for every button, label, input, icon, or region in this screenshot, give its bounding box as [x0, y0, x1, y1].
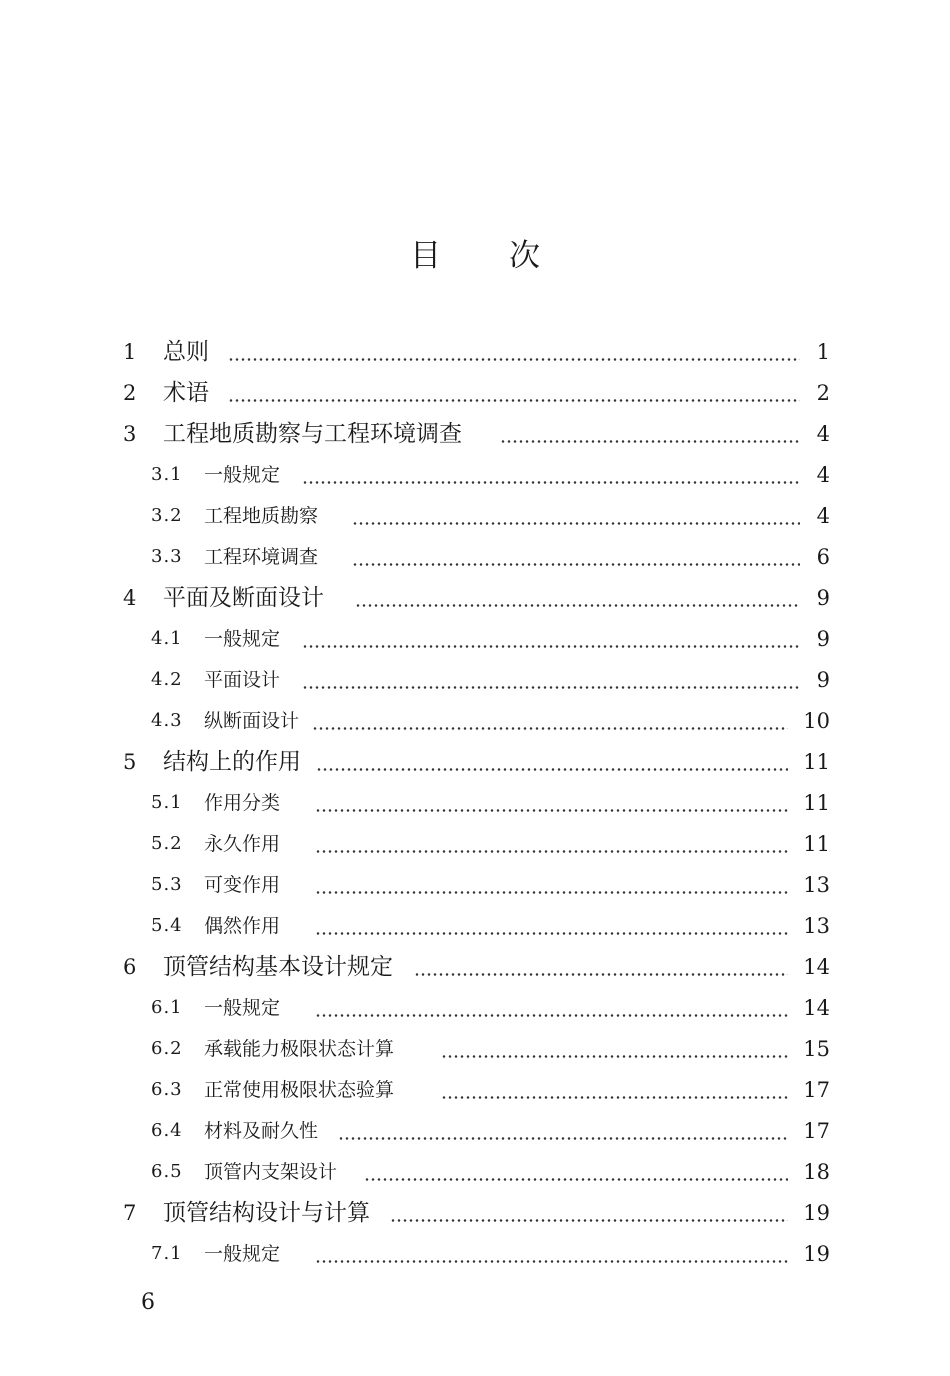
toc-entry-title: 总则	[163, 339, 209, 365]
toc-entry-title: 一般规定	[204, 997, 281, 1019]
toc-entry[interactable]	[0, 620, 950, 658]
leader-dots	[441, 1096, 788, 1099]
toc-entry-title: 一般规定	[204, 628, 281, 650]
toc-entry-number: 6.1	[151, 997, 183, 1018]
toc-entry-title: 工程环境调查	[204, 546, 319, 568]
toc-entry-title: 平面设计	[204, 669, 281, 691]
leader-dots	[302, 686, 800, 689]
toc-entry-title: 顶管结构设计与计算	[163, 1200, 370, 1226]
toc-entry-page: 4	[816, 463, 830, 487]
toc-entry-number: 5	[123, 750, 137, 774]
page-number: 6	[141, 1290, 155, 1315]
toc-entry[interactable]	[0, 1153, 950, 1191]
toc-entry[interactable]	[0, 1071, 950, 1109]
toc-entry-page: 17	[803, 1078, 830, 1102]
toc-entry-number: 3.2	[151, 505, 183, 526]
leader-dots	[316, 768, 788, 771]
toc-entry[interactable]	[0, 1112, 950, 1150]
toc-entry-number: 6.5	[151, 1161, 183, 1182]
toc-entry-number: 4.3	[151, 710, 183, 731]
toc-entry[interactable]	[0, 579, 950, 617]
toc-entry[interactable]	[0, 1030, 950, 1068]
leader-dots	[315, 891, 788, 894]
toc-entry-title: 材料及耐久性	[204, 1120, 319, 1142]
toc-entry-title: 结构上的作用	[163, 749, 301, 775]
toc-entry-page: 4	[816, 504, 830, 528]
toc-entry-page: 11	[803, 791, 830, 815]
toc-entry-page: 13	[803, 914, 830, 938]
leader-dots	[352, 563, 800, 566]
toc-entry-number: 4.2	[151, 669, 183, 690]
leader-dots	[352, 522, 800, 525]
toc-entry[interactable]	[0, 456, 950, 494]
leader-dots	[500, 440, 800, 443]
leader-dots	[315, 1014, 788, 1017]
leader-dots	[338, 1137, 788, 1140]
toc-entry[interactable]	[0, 415, 950, 453]
toc-entry-number: 2	[123, 381, 137, 405]
leader-dots	[355, 604, 800, 607]
toc-entry-number: 4.1	[151, 628, 183, 649]
toc-entry-number: 3.3	[151, 546, 183, 567]
toc-entry[interactable]	[0, 661, 950, 699]
toc-entry-page: 14	[803, 996, 830, 1020]
toc-entry-page: 19	[803, 1201, 830, 1225]
toc-entry-title: 术语	[163, 380, 209, 406]
toc-entry-number: 3.1	[151, 464, 183, 485]
toc-entry-title: 平面及断面设计	[163, 585, 324, 611]
toc-entry[interactable]	[0, 866, 950, 904]
toc-entry-title: 正常使用极限状态验算	[204, 1079, 395, 1101]
leader-dots	[302, 645, 800, 648]
leader-dots	[390, 1219, 788, 1222]
toc-entry-number: 7	[123, 1201, 137, 1225]
toc-entry[interactable]	[0, 948, 950, 986]
toc-entry-page: 9	[816, 668, 830, 692]
leader-dots	[315, 1260, 788, 1263]
toc-entry-number: 3	[123, 422, 137, 446]
toc-entry-title: 作用分类	[204, 792, 281, 814]
toc-entry[interactable]	[0, 743, 950, 781]
toc-entry-title: 顶管结构基本设计规定	[163, 954, 393, 980]
toc-entry-number: 6.3	[151, 1079, 183, 1100]
leader-dots	[414, 973, 788, 976]
toc-entry[interactable]	[0, 1194, 950, 1232]
toc-entry[interactable]	[0, 907, 950, 945]
toc-entry-number: 6.2	[151, 1038, 183, 1059]
toc-entry-title: 工程地质勘察与工程环境调查	[163, 421, 462, 447]
toc-entry-title: 偶然作用	[204, 915, 281, 937]
toc-entry-number: 6.4	[151, 1120, 183, 1141]
toc-entry-number: 5.1	[151, 792, 183, 813]
toc-entry-page: 17	[803, 1119, 830, 1143]
toc-entry-page: 2	[816, 381, 830, 405]
toc-entry[interactable]	[0, 1235, 950, 1273]
toc-entry-title: 可变作用	[204, 874, 281, 896]
toc-entry-title: 一般规定	[204, 464, 281, 486]
toc-entry[interactable]	[0, 497, 950, 535]
toc-entry-page: 1	[816, 340, 830, 364]
toc-entry-title: 一般规定	[204, 1243, 281, 1265]
toc-entry-number: 5.2	[151, 833, 183, 854]
leader-dots	[364, 1178, 788, 1181]
toc-entry-title: 顶管内支架设计	[204, 1161, 338, 1183]
toc-entry-page: 15	[803, 1037, 830, 1061]
toc-entry-number: 6	[123, 955, 137, 979]
toc-entry-title: 工程地质勘察	[204, 505, 319, 527]
toc-entry-page: 14	[803, 955, 830, 979]
toc-entry-title: 承载能力极限状态计算	[204, 1038, 395, 1060]
toc-entry-page: 13	[803, 873, 830, 897]
leader-dots	[312, 727, 788, 730]
toc-entry-number: 7.1	[151, 1243, 183, 1264]
toc-entry-page: 6	[816, 545, 830, 569]
page-title: 目次	[410, 238, 608, 274]
leader-dots	[302, 481, 800, 484]
toc-entry-page: 11	[803, 750, 830, 774]
toc-entry-page: 9	[816, 627, 830, 651]
leader-dots	[441, 1055, 788, 1058]
toc-entry[interactable]	[0, 825, 950, 863]
toc-entry[interactable]	[0, 702, 950, 740]
toc-entry-title: 纵断面设计	[204, 710, 300, 732]
toc-entry-title: 永久作用	[204, 833, 281, 855]
toc-entry-number: 5.4	[151, 915, 183, 936]
leader-dots	[315, 809, 788, 812]
toc-entry-page: 11	[803, 832, 830, 856]
toc-entry-number: 5.3	[151, 874, 183, 895]
toc-entry[interactable]	[0, 989, 950, 1027]
toc-entry-page: 10	[803, 709, 830, 733]
toc-entry-page: 4	[816, 422, 830, 446]
leader-dots	[315, 850, 788, 853]
toc-entry-page: 18	[803, 1160, 830, 1184]
toc-entry-number: 4	[123, 586, 137, 610]
toc-entry[interactable]	[0, 333, 950, 371]
leader-dots	[228, 399, 800, 402]
toc-entry[interactable]	[0, 538, 950, 576]
toc-entry[interactable]	[0, 374, 950, 412]
leader-dots	[228, 358, 800, 361]
toc-entry-number: 1	[123, 340, 137, 364]
toc-entry-page: 9	[816, 586, 830, 610]
toc-entry[interactable]	[0, 784, 950, 822]
leader-dots	[315, 932, 788, 935]
toc-entry-page: 19	[803, 1242, 830, 1266]
